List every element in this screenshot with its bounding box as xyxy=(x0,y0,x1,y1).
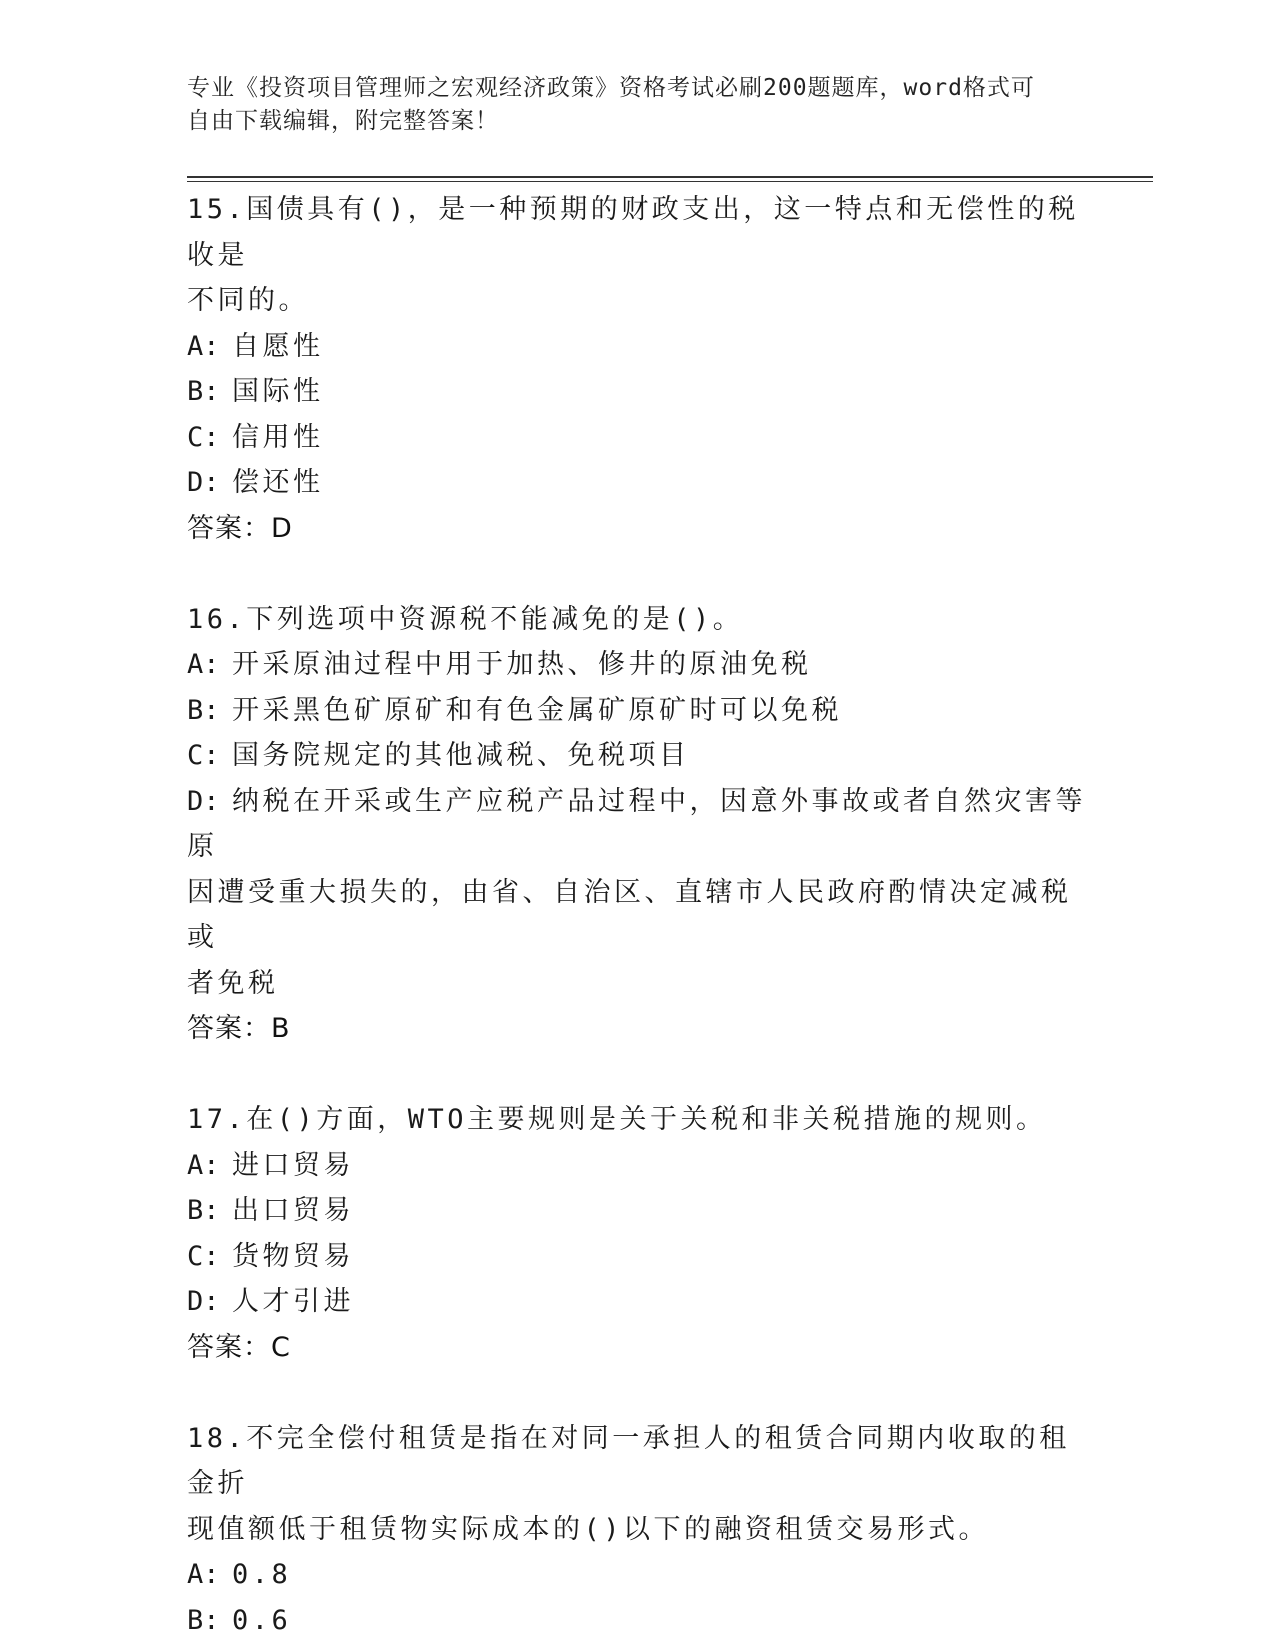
option-a xyxy=(187,324,1087,370)
option-text: 开采原油过程中用于加热、修井的原油免税 xyxy=(232,649,812,680)
answer: 答案：C xyxy=(187,1331,291,1363)
header-divider-thick xyxy=(187,176,1153,178)
option-label: B: xyxy=(187,376,220,407)
option-d-continuation: 因遭受重大损失的，由省、自治区、直辖市人民政府酌情决定减税或 xyxy=(187,876,1072,953)
question-stem: 不同的。 xyxy=(187,285,309,316)
option-label: A: xyxy=(187,330,220,362)
option-label: D: xyxy=(187,785,220,817)
question-16 xyxy=(187,597,1087,1052)
option-c xyxy=(187,1234,1087,1280)
header-line-1: 专业《投资项目管理师之宏观经济政策》资格考试必刷200题题库，word格式可 xyxy=(187,75,1035,101)
answer: 答案：D xyxy=(187,512,293,544)
option-text: 偿还性 xyxy=(232,467,324,498)
option-b xyxy=(187,369,1087,415)
option-text: 进口贸易 xyxy=(232,1149,354,1181)
option-text: 0.8 xyxy=(232,1559,292,1590)
option-text: 人才引进 xyxy=(232,1286,354,1317)
option-text: 国际性 xyxy=(232,376,324,407)
spacer xyxy=(187,551,1087,597)
option-text: 国务院规定的其他减税、免税项目 xyxy=(232,740,690,771)
question-stem: 现值额低于租赁物实际成本的()以下的融资租赁交易形式。 xyxy=(187,1513,990,1545)
document-header xyxy=(187,72,1067,138)
option-c xyxy=(187,415,1087,461)
option-label: B: xyxy=(187,694,220,726)
spacer xyxy=(187,1370,1087,1416)
option-label: D: xyxy=(187,1286,220,1317)
spacer xyxy=(187,1052,1087,1098)
option-text: 纳税在开采或生产应税产品过程中，因意外事故或者自然灾害等原 xyxy=(187,785,1086,862)
question-15 xyxy=(187,187,1087,551)
option-d xyxy=(187,779,1087,870)
question-stem: 18.不完全偿付租赁是指在对同一承担人的租赁合同期内收取的租金折 xyxy=(187,1422,1070,1499)
option-c xyxy=(187,733,1087,779)
option-text: 0.6 xyxy=(232,1604,292,1636)
option-label: A: xyxy=(187,1559,220,1590)
answer: 答案：B xyxy=(187,1013,291,1044)
option-a xyxy=(187,642,1087,688)
option-label: C: xyxy=(187,421,220,453)
option-label: C: xyxy=(187,740,220,771)
header-line-2: 自由下载编辑，附完整答案！ xyxy=(187,108,499,134)
question-18 xyxy=(187,1416,1087,1644)
question-stem: 15.国债具有()，是一种预期的财政支出，这一特点和无偿性的税收是 xyxy=(187,194,1079,271)
option-text: 信用性 xyxy=(232,421,324,453)
header-divider-thin xyxy=(187,181,1153,182)
option-d xyxy=(187,460,1087,506)
question-list xyxy=(187,187,1087,1643)
option-text: 出口贸易 xyxy=(232,1195,354,1226)
question-stem: 16.下列选项中资源税不能减免的是()。 xyxy=(187,603,744,635)
option-d-continuation: 者免税 xyxy=(187,967,279,999)
option-b xyxy=(187,1598,1087,1644)
option-d xyxy=(187,1279,1087,1325)
option-label: D: xyxy=(187,467,220,498)
option-a xyxy=(187,1143,1087,1189)
question-17 xyxy=(187,1097,1087,1370)
option-text: 开采黑色矿原矿和有色金属矿原矿时可以免税 xyxy=(232,694,842,726)
option-label: B: xyxy=(187,1195,220,1226)
option-label: A: xyxy=(187,649,220,680)
question-stem: 17.在()方面，WTO主要规则是关于关税和非关税措施的规则。 xyxy=(187,1104,1047,1135)
option-b xyxy=(187,688,1087,734)
option-b xyxy=(187,1188,1087,1234)
option-text: 自愿性 xyxy=(232,330,324,362)
option-label: C: xyxy=(187,1240,220,1272)
option-text: 货物贸易 xyxy=(232,1240,354,1272)
option-a xyxy=(187,1552,1087,1598)
option-label: B: xyxy=(187,1604,220,1636)
option-label: A: xyxy=(187,1149,220,1181)
